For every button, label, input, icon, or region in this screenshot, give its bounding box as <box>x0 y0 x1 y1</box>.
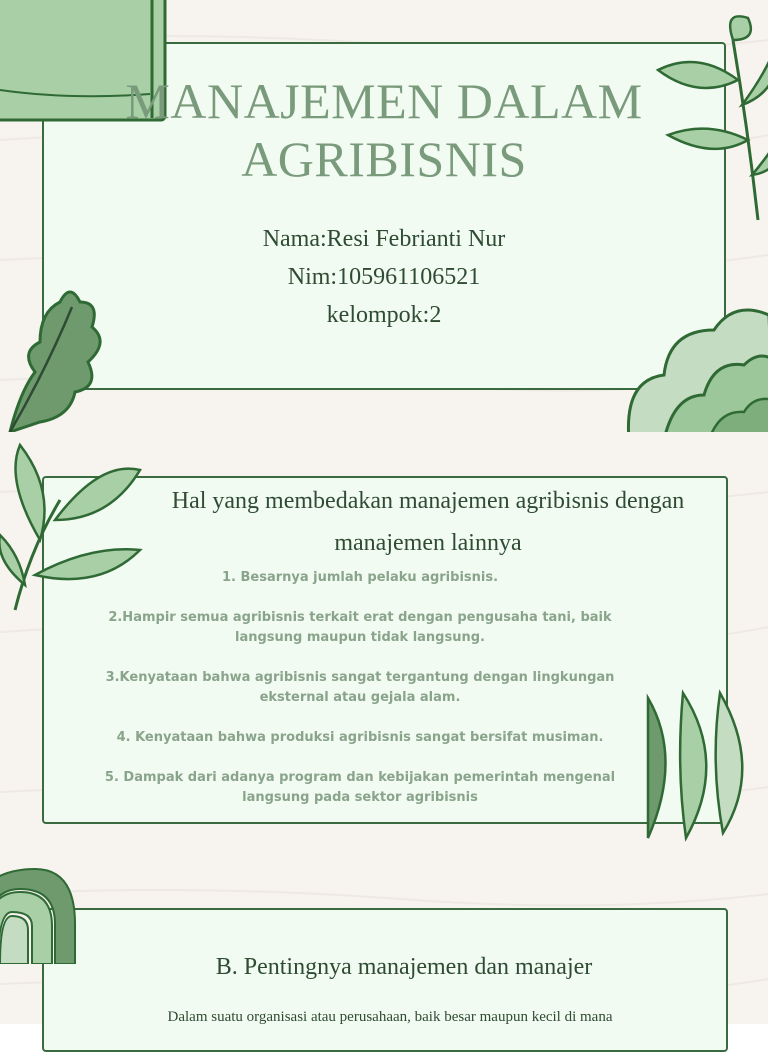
list-item <box>90 728 630 748</box>
list-item <box>90 608 630 648</box>
list-item-text: 5. Dampak dari adanya program dan kebijakan pemerintah mengenal <box>104 770 616 785</box>
author-info <box>40 220 728 334</box>
list-item <box>90 568 630 588</box>
rainbow-arch-icon <box>0 864 80 964</box>
differences-list <box>90 568 630 828</box>
list-item-text: langsung pada sektor agribisnis <box>242 790 478 805</box>
group-number: kelompok:2 <box>326 302 442 328</box>
heading-line-1: Hal yang membedakan manajemen agribisnis dengan <box>171 488 685 514</box>
slide-2-heading <box>108 480 748 564</box>
list-item-text: 4. Kenyataan bahwa produksi agribisnis sangat bersifat musiman. <box>116 730 604 745</box>
slide-1 <box>0 0 768 432</box>
list-item-text: 2.Hampir semua agribisnis terkait erat dengan pengusaha tani, baik <box>108 610 612 625</box>
heading-line-2: manajemen lainnya <box>334 530 522 556</box>
list-item-text: eksternal atau gejala alam. <box>259 690 461 705</box>
list-item-text: 3.Kenyataan bahwa agribisnis sangat tergantung dengan lingkungan <box>105 670 615 685</box>
title-line-2: AGRIBISNIS <box>241 131 527 187</box>
student-nim: Nim:105961106521 <box>287 264 481 290</box>
presentation-title <box>40 72 728 188</box>
list-item <box>90 668 630 708</box>
slide-3-paragraph: Dalam suatu organisasi atau perusahaan, baik besar maupun kecil di mana <box>167 1009 613 1025</box>
list-item <box>90 768 630 808</box>
list-item-text: 1. Besarnya jumlah pelaku agribisnis. <box>221 570 499 585</box>
list-item-text: langsung maupun tidak langsung. <box>235 630 485 645</box>
slide-3-heading: B. Pentingnya manajemen dan manajer <box>215 954 593 980</box>
title-line-1: MANAJEMEN DALAM <box>125 73 643 129</box>
half-circle-leaves-icon <box>638 688 768 848</box>
student-name: Nama:Resi Febrianti Nur <box>262 226 506 252</box>
